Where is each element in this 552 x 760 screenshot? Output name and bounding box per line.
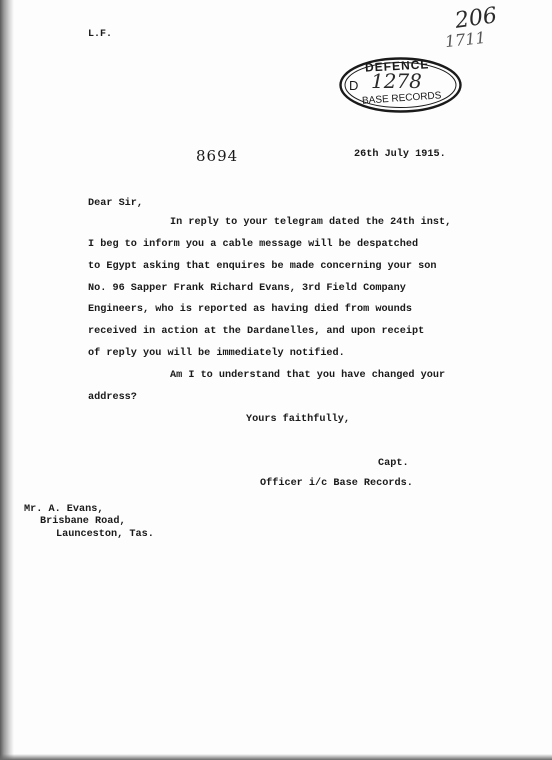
- body-line: to Egypt asking that enquires be made concerning your son: [88, 261, 437, 272]
- closing: Yours faithfully,: [246, 414, 350, 425]
- body-line: Engineers, who is reported as having died from wounds: [88, 304, 413, 315]
- defence-base-records-stamp: [338, 56, 463, 114]
- address-line: Brisbane Road,: [40, 516, 126, 527]
- question-line: address?: [88, 392, 137, 403]
- body-line: I beg to inform you a cable message will be despatched: [88, 239, 419, 250]
- body-line: of reply you will be immediately notified.: [88, 348, 345, 359]
- question-line: Am I to understand that you have changed your: [170, 370, 446, 381]
- salutation: Dear Sir,: [88, 198, 144, 209]
- scan-shadow-bottom: [0, 754, 552, 760]
- body-line: received in action at the Dardanelles, and upon receipt: [88, 326, 425, 337]
- stamp-prefix: D: [349, 78, 359, 93]
- handwritten-annotation-top: 206: [453, 3, 499, 34]
- body-line: No. 96 Sapper Frank Richard Evans, 3rd Field Company: [88, 283, 406, 294]
- scan-shadow-left: [0, 0, 14, 760]
- address-line: Launceston, Tas.: [56, 529, 154, 540]
- reference-number: 8694: [196, 147, 239, 165]
- signature-rank: Capt.: [378, 458, 409, 469]
- address-line: Mr. A. Evans,: [24, 504, 104, 515]
- body-line: In reply to your telegram dated the 24th inst,: [170, 217, 452, 228]
- handwritten-annotation-second: 1711: [444, 27, 487, 52]
- stamp-bottom-word: BASE RECORDS: [361, 90, 442, 107]
- header-initials: L.F.: [88, 29, 113, 40]
- letter-date: 26th July 1915.: [354, 149, 446, 160]
- stamp-top-word: DEFENCE: [364, 57, 430, 75]
- signature-title: Officer i/c Base Records.: [260, 478, 413, 489]
- stamp-handwritten-number: 1278: [371, 69, 422, 93]
